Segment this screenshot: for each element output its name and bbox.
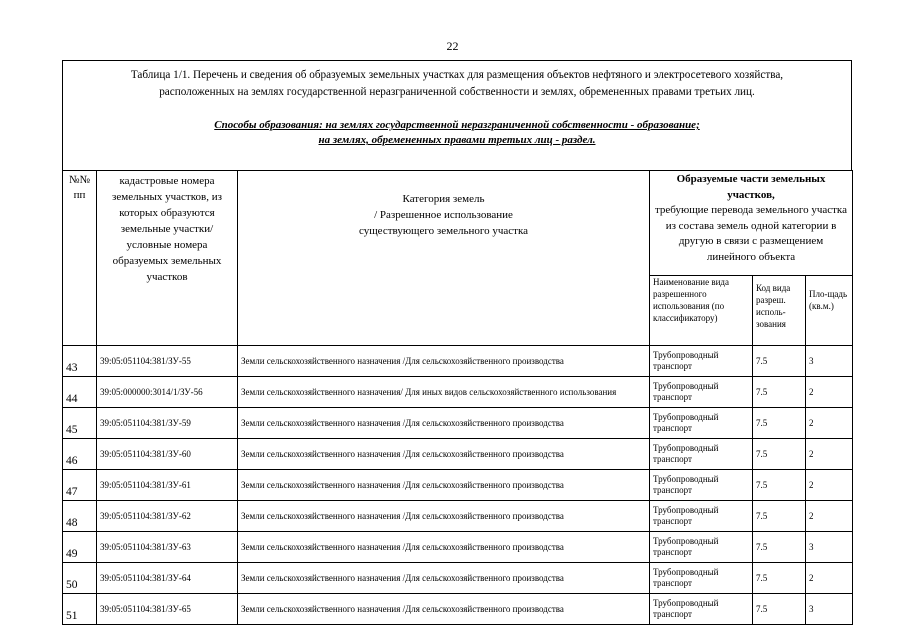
row-category: Земли сельскохозяйственного назначения /Для сельскохозяйственного производства <box>238 408 650 439</box>
row-category: Земли сельскохозяйственного назначения /Для сельскохозяйственного производства <box>238 439 650 470</box>
row-use-code: 7.5 <box>753 377 806 408</box>
row-category: Земли сельскохозяйственного назначения /Для сельскохозяйственного производства <box>238 532 650 563</box>
row-use-name: Трубопроводный транспорт <box>650 408 753 439</box>
row-number: 51 <box>63 594 97 625</box>
row-use-name: Трубопроводный транспорт <box>650 470 753 501</box>
row-use-code: 7.5 <box>753 346 806 377</box>
row-category: Земли сельскохозяйственного назначения /Для сельскохозяйственного производства <box>238 563 650 594</box>
table-caption <box>62 60 852 171</box>
row-use-name: Трубопроводный транспорт <box>650 501 753 532</box>
row-use-name: Трубопроводный транспорт <box>650 377 753 408</box>
row-cadastral: 39:05:051104:381/ЗУ-55 <box>97 346 238 377</box>
row-number: 47 <box>63 470 97 501</box>
subheader-use-name: Наименование вида разрешенного использования (по классификатору) <box>650 276 753 346</box>
row-area: 2 <box>806 408 853 439</box>
row-area: 2 <box>806 377 853 408</box>
row-use-code: 7.5 <box>753 563 806 594</box>
table-row <box>63 501 853 532</box>
row-area: 2 <box>806 563 853 594</box>
row-cadastral: 39:05:051104:381/ЗУ-62 <box>97 501 238 532</box>
row-use-code: 7.5 <box>753 439 806 470</box>
row-category: Земли сельскохозяйственного назначения /Для сельскохозяйственного производства <box>238 594 650 625</box>
row-number: 48 <box>63 501 97 532</box>
table-row <box>63 377 853 408</box>
table-row <box>63 408 853 439</box>
row-area: 3 <box>806 532 853 563</box>
row-cadastral: 39:05:051104:381/ЗУ-65 <box>97 594 238 625</box>
subheader-use-code: Код вида разреш. исполь-зования <box>753 276 806 346</box>
subheader-area: Пло-щадь (кв.м.) <box>806 276 853 346</box>
row-category: Земли сельскохозяйственного назначения/ Для иных видов сельскохозяйственного использования <box>238 377 650 408</box>
row-use-code: 7.5 <box>753 408 806 439</box>
row-use-name: Трубопроводный транспорт <box>650 439 753 470</box>
page-number: 22 <box>446 39 459 53</box>
table-row <box>63 346 853 377</box>
row-use-code: 7.5 <box>753 501 806 532</box>
row-cadastral: 39:05:051104:381/ЗУ-59 <box>97 408 238 439</box>
methods-line-2: на землях, обремененных правами третьих лиц - раздел. <box>318 134 596 146</box>
methods-line-1: Способы образования: на землях государственной неразграниченной собственности - образование; <box>214 119 700 131</box>
row-cadastral: 39:05:051104:381/ЗУ-61 <box>97 470 238 501</box>
row-number: 46 <box>63 439 97 470</box>
header-cadastral: кадастровые номера земельных участков, из которых образуются земельные участки/ условные номера образуемых земельных участков <box>97 171 238 346</box>
caption-line-1: Таблица 1/1. Перечень и сведения об образуемых земельных участках для размещения объектов нефтяного и электросетевого хозяйства, <box>130 69 784 81</box>
table-row <box>63 532 853 563</box>
row-number: 45 <box>63 408 97 439</box>
row-category: Земли сельскохозяйственного назначения /Для сельскохозяйственного производства <box>238 501 650 532</box>
row-use-code: 7.5 <box>753 470 806 501</box>
row-use-code: 7.5 <box>753 532 806 563</box>
caption-line-2: расположенных на землях государственной неразграниченной собственности и землях, обремененных правами третьих лиц. <box>159 86 755 98</box>
table-row <box>63 470 853 501</box>
header-num: №№ пп <box>63 171 97 346</box>
row-use-code: 7.5 <box>753 594 806 625</box>
header-parts-title: Образуемые части земельных участков, <box>676 173 826 201</box>
land-plots-table <box>62 170 853 625</box>
row-use-name: Трубопроводный транспорт <box>650 532 753 563</box>
row-area: 3 <box>806 594 853 625</box>
row-use-name: Трубопроводный транспорт <box>650 594 753 625</box>
row-number: 43 <box>63 346 97 377</box>
row-cadastral: 39:05:051104:381/ЗУ-63 <box>97 532 238 563</box>
header-parts-text: требующие перевода земельного участка из состава земель одной категории в другую в связи с размещением линейного объекта <box>654 204 847 263</box>
row-cadastral: 39:05:051104:381/ЗУ-60 <box>97 439 238 470</box>
row-use-name: Трубопроводный транспорт <box>650 563 753 594</box>
row-cadastral: 39:05:051104:381/ЗУ-64 <box>97 563 238 594</box>
table-row <box>63 563 853 594</box>
row-number: 49 <box>63 532 97 563</box>
table-row <box>63 439 853 470</box>
row-area: 2 <box>806 501 853 532</box>
row-area: 2 <box>806 439 853 470</box>
header-parts <box>650 171 853 276</box>
formation-methods <box>63 118 851 148</box>
row-cadastral: 39:05:000000:3014/1/ЗУ-56 <box>97 377 238 408</box>
row-area: 2 <box>806 470 853 501</box>
row-area: 3 <box>806 346 853 377</box>
table-row <box>63 594 853 625</box>
row-category: Земли сельскохозяйственного назначения /Для сельскохозяйственного производства <box>238 470 650 501</box>
row-category: Земли сельскохозяйственного назначения /Для сельскохозяйственного производства <box>238 346 650 377</box>
row-number: 44 <box>63 377 97 408</box>
row-use-name: Трубопроводный транспорт <box>650 346 753 377</box>
header-category: Категория земель / Разрешенное использование существующего земельного участка <box>238 171 650 346</box>
row-number: 50 <box>63 563 97 594</box>
